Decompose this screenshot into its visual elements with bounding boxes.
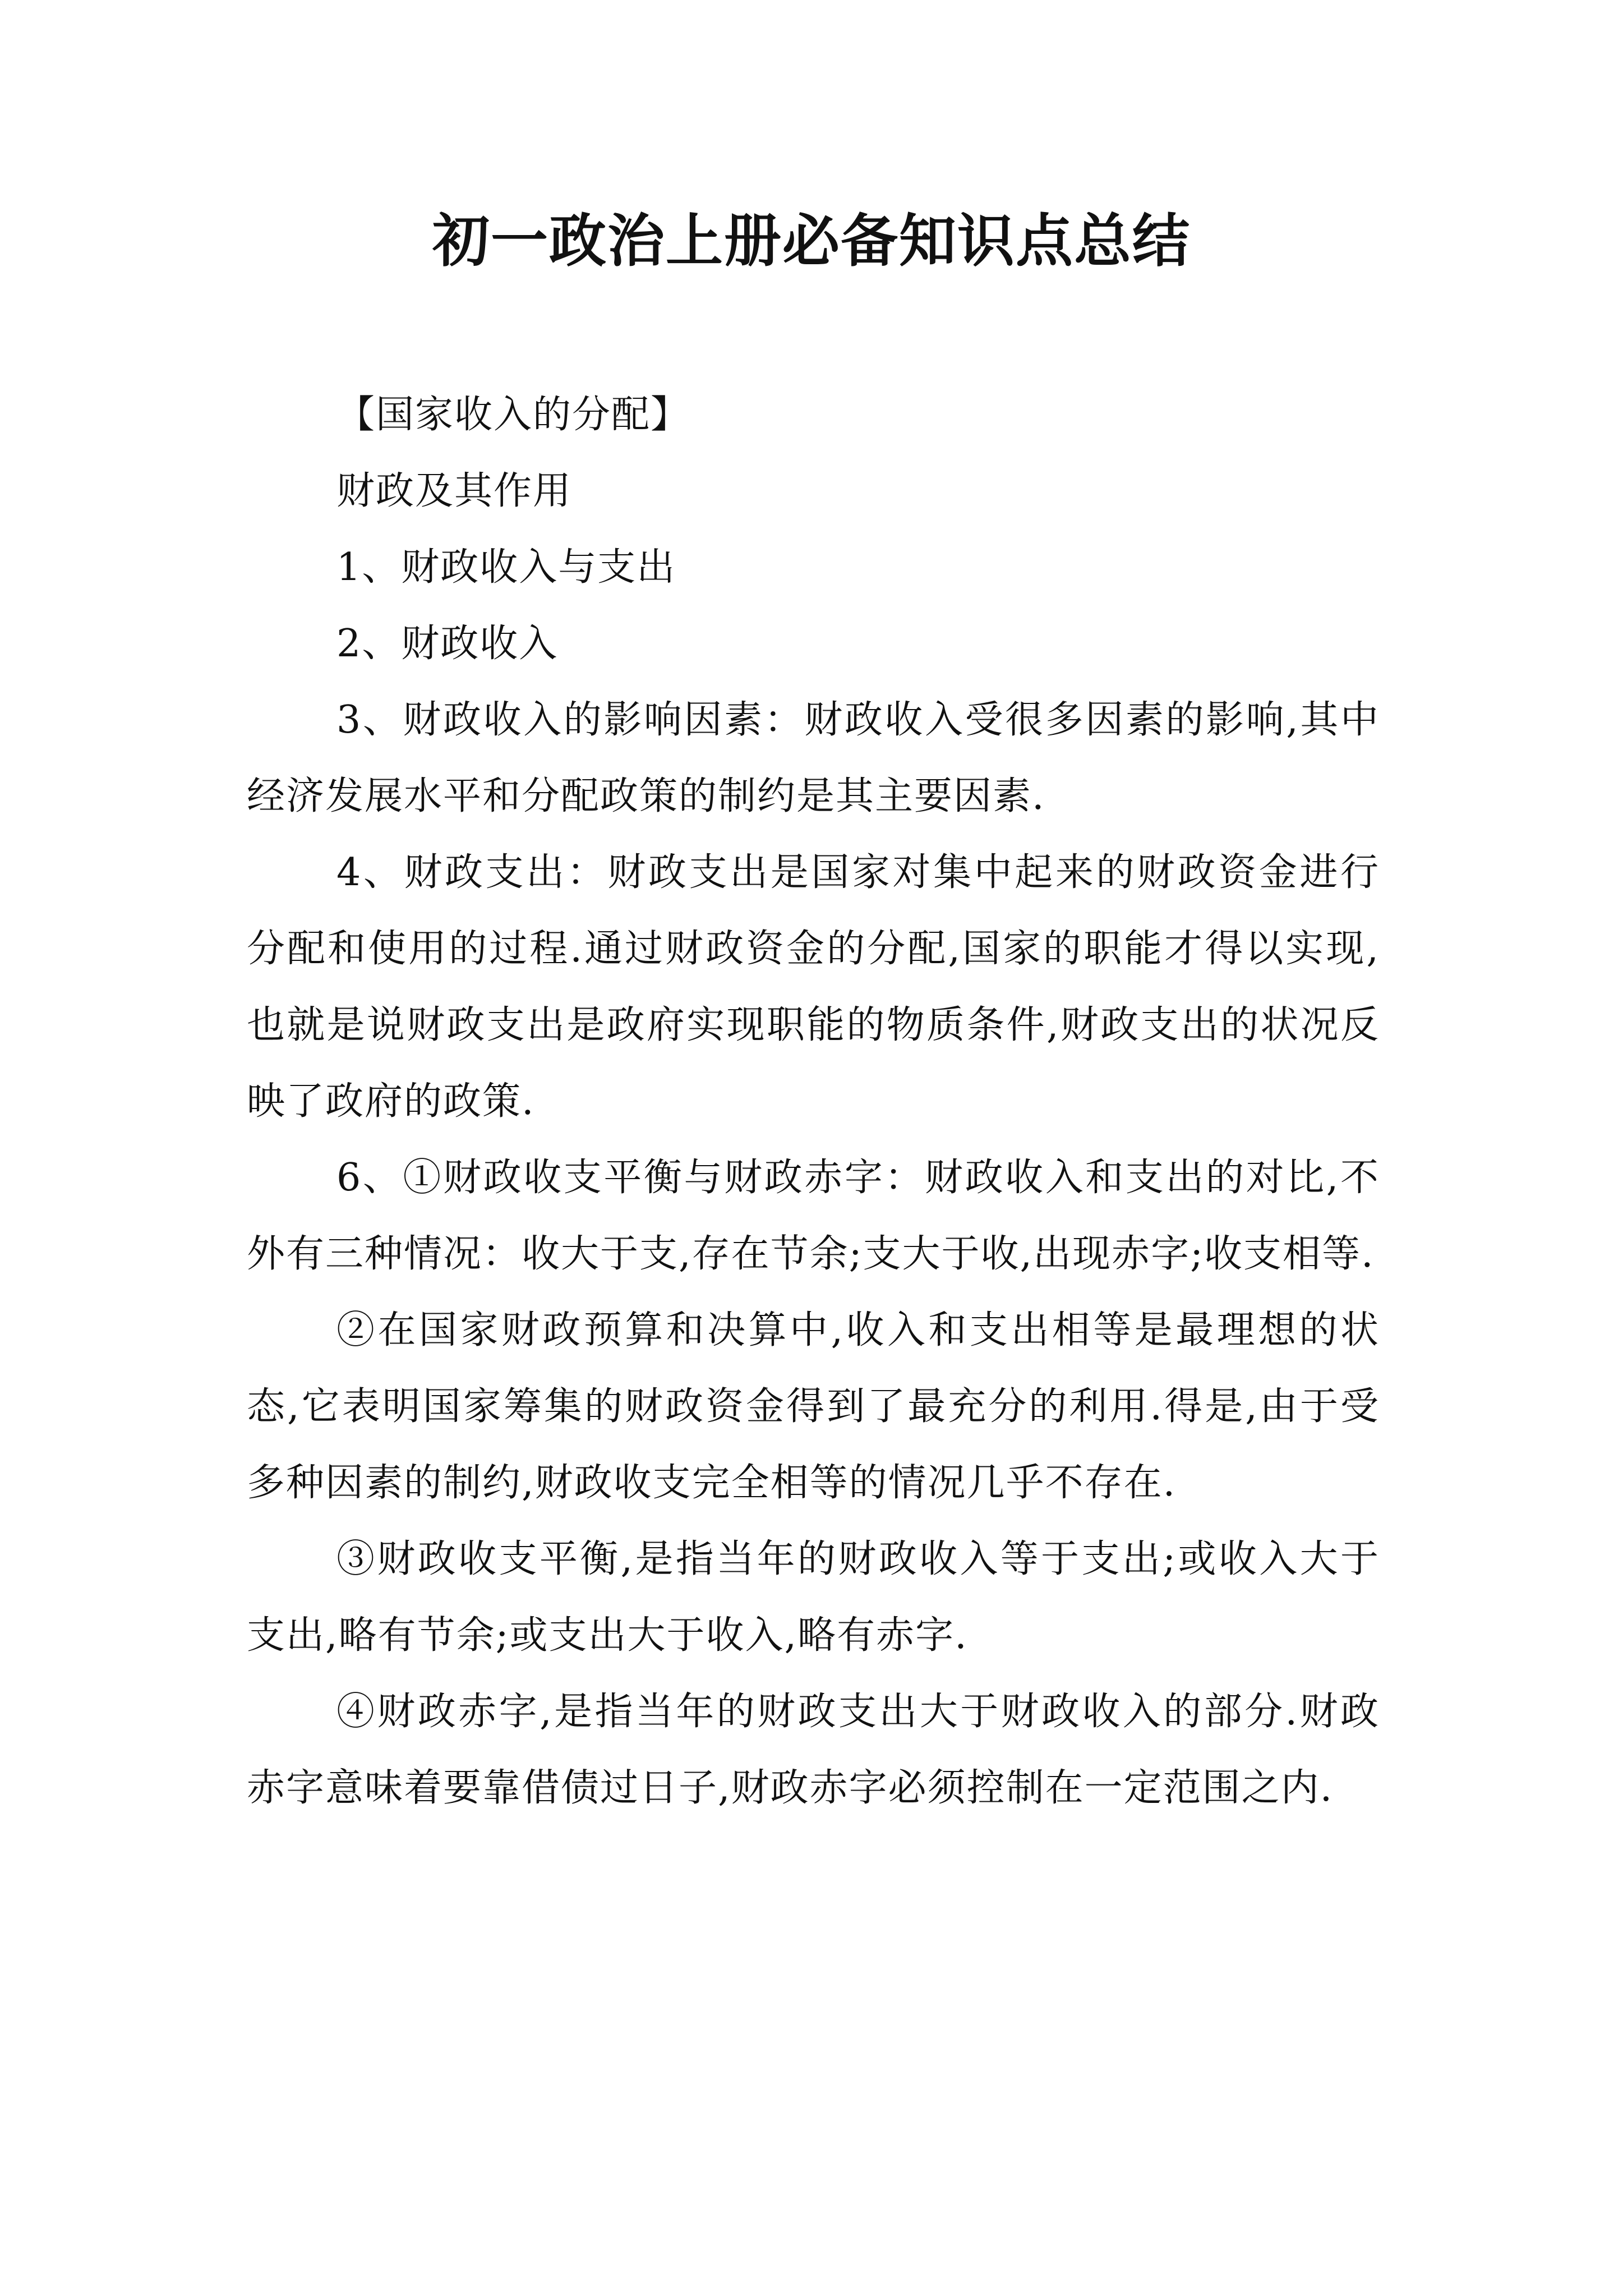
paragraph: 3、财政收入的影响因素：财政收入受很多因素的影响,其中经济发展水平和分配政策的制约是其主要因素. [247, 698, 1380, 818]
paragraph: 2、财政收入 [336, 622, 559, 666]
section-heading: 【国家收入的分配】 [336, 393, 690, 437]
subsection-heading: 财政及其作用 [336, 469, 573, 513]
paragraph: ④财政赤字,是指当年的财政支出大于财政收入的部分.财政赤字意味着要靠借债过日子,财政赤字必须控制在一定范围之内. [247, 1690, 1380, 1810]
paragraph: ②在国家财政预算和决算中,收入和支出相等是最理想的状态,它表明国家筹集的财政资金得到了最充分的利用.得是,由于受多种因素的制约,财政收支完全相等的情况几乎不存在. [247, 1308, 1380, 1505]
paragraph: 4、财政支出：财政支出是国家对集中起来的财政资金进行分配和使用的过程.通过财政资金的分配,国家的职能才得以实现,也就是说财政支出是政府实现职能的物质条件,财政支出的状况反映了政府的政策. [247, 850, 1380, 1124]
paragraph: ③财政收支平衡,是指当年的财政收入等于支出;或收入大于支出,略有节余;或支出大于收入,略有赤字. [247, 1537, 1380, 1658]
page-title: 初一政治上册必备知识点总结 [432, 208, 1191, 275]
document-body [247, 377, 1380, 1826]
paragraph: 1、财政收入与支出 [336, 545, 676, 590]
paragraph: 6、①财政收支平衡与财政赤字：财政收入和支出的对比,不外有三种情况：收大于支,存在节余;支大于收,出现赤字;收支相等. [247, 1156, 1380, 1276]
